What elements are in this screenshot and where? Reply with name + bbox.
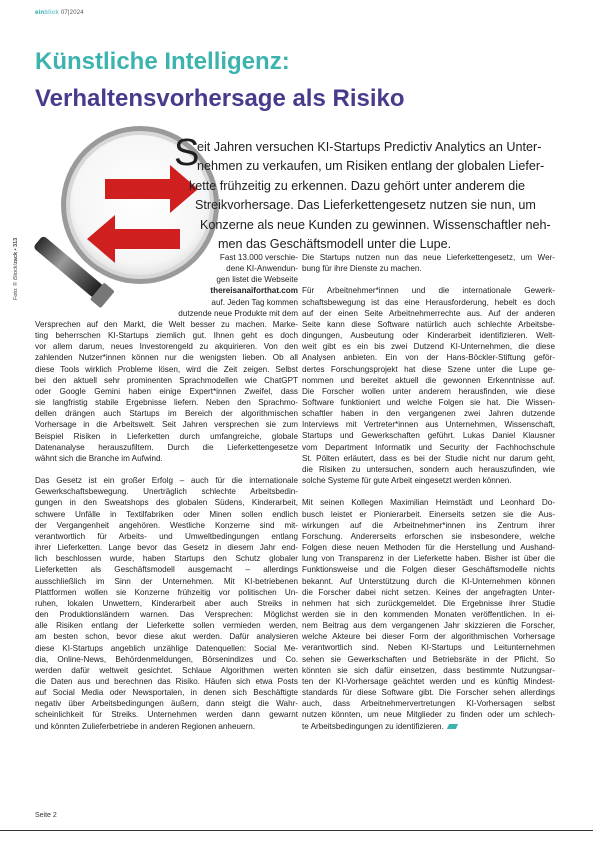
body-line: lung von Transparenz in der Lieferkette haben. Bisher ist über die [302,554,555,564]
body-line: Folgen diese neuen Methoden für die Herstellung und Aushand- [302,543,555,553]
body-line: ruhen, lokalen Unwettern, Kinderarbeit aber auch Streiks in [35,598,298,608]
intro-line: dene KI-Anwendun- [226,264,298,274]
lead-line: men das Geschäftsmodell unter die Lupe. [218,237,452,252]
body-line: diese KI-Startups angeblich unzählige Datenquellen: Social Me- [35,643,298,653]
body-line: Plattformen wollen sie Konzerne frühzeitig vor politischen Un- [35,587,298,597]
body-line: Seite kann diese Software natürlich auch schlechte Arbeitsbe- [302,319,555,329]
body-line: nehmen hat sich zurückgemeldet. Die Ergebnisse ihrer Studie [302,598,555,608]
body-line: die Risiken zu untersuchen, sondern auch herauszufinden, wie [302,464,555,474]
intro-line: Fast 13.000 verschie- [219,253,298,262]
body-line: St. Pölten erläutert, dass es bei der Studie nicht nur darum geht, [302,453,555,463]
body-line: nutzen könnten, um neue Mitglieder zu finden oder um schlech- [302,710,555,720]
body-line: ihrer Lieferketten. Lange bevor das Gesetz in diesem Jahr end- [35,543,298,553]
body-line: wirkungen auf die Arbeitnehmer*innen ins Zentrum ihrer [302,520,555,530]
body-line: Datenanalyse herauszufiltern. Durch die Lieferkettengesetze [35,442,298,452]
body-line: verantwortlich für Arbeits- und Umweltbedingungen entlang [35,531,298,541]
body-line: werden sie in den kommenden Monaten veröffentlichen. In ei- [302,609,555,619]
lead-line: nehmen zu verkaufen, um Risiken entlang der globalen Liefer- [197,159,545,174]
left-column-intro [198,252,298,308]
body-line: auch, dass Arbeitnehmervertretungen KI-Vorhersagen selbst [302,699,555,709]
body-line: sie langfristig stabile Ergebnisse liefern. Neben den Sprachmo- [35,398,298,408]
photo-credit: Foto: © iStock/zack • 313 [13,237,19,300]
body-line: zahlenden Nutzer*innen können nur die wenigsten lieben. Ob all [35,353,298,363]
body-line: nommen und bereitet aktuell die gewonnen Erkenntnisse auf. [302,375,555,385]
left-column-intro-end [168,308,298,319]
body-line: die Forscher dabei nicht setzen. Keines der angefragten Unter- [302,587,555,597]
body-line: der Vergangenheit angehören. Westliche Konzerne sind mit- [35,520,298,530]
body-line: standards für diese Software gibt. Die Forscher sehen allerdings [302,688,555,698]
intro-line: dutzende neue Produkte mit dem [178,308,298,318]
body-line: Forschung. Andererseits erforschen sie insbesondere, welche [302,531,555,541]
body-line: auf Social Media oder Newsportalen, in denen sich Beschäftigte [35,688,298,698]
body-line: Software funktioniert und welche Folgen sie hat. Die Wissen- [302,398,555,408]
body-line: te Arbeitsbedingungen zu identifizieren. [302,721,555,732]
body-line: scheinlichkeit für Streiks. Unternehmen werden dann gewarnt [35,710,298,720]
issue-label: 07|2024 [60,10,84,16]
body-line: Mit seinen Kollegen Maximilian Heimstädt und Leonhard Do- [302,498,555,508]
body-line: vom Department Informatik und Security der Fachhochschule [302,442,555,452]
body-line: alle Risiken entlang der Lieferkette sollen vermieden werden, [35,621,298,631]
lead-paragraph [175,138,563,254]
body-line: oder Google Gemini haben einige Expert*innen Zweifel, dass [35,386,298,396]
body-line: Für Arbeitnehmer*innen und die internationale Gewerk- [302,286,555,296]
body-line: den Produktionsländern warnen. Das Versprechen: Möglichst [35,610,298,620]
drop-cap: S [174,132,200,174]
body-line: Lieferketten als Geschäftsmodell ausgemacht – allerdings [35,565,298,575]
lead-line: Streikvorhersage. Das Lieferkettengesetz nutzen sie nun, um [195,198,536,213]
body-line: dellen drängen auch Startups im Bereich der algorithmischen [35,409,298,419]
body-line: sehen sie Gewerkschaften und Betriebsräte in der Pflicht. So [302,654,555,664]
intro-line: auf. Jeden Tag kommen [211,297,298,307]
body-line: Funktionsweise und die Folgen dieser Geschäftsmodelle nichts [302,565,555,575]
body-line: solche Systeme für gute Arbeit eingesetzt werden können. [302,476,512,486]
footer-rule [0,830,593,831]
lead-line: eit Jahren versuchen KI-Startups Predictiv Analytics an Unter- [197,140,542,154]
body-line: am besten schon, bevor diese akut werden. Dafür analysieren [35,632,298,642]
title-line-2: Verhaltensvorhersage als Risiko [35,85,405,112]
body-line: schaftler haben in den vergangenen zwei Jahren dutzende [302,409,555,419]
body-line: nem Beitrag aus dem vergangenen Jahr skizzieren die Forscher, [302,621,555,631]
body-line: diese Tools wirklich Probleme lösen, wird die Zeit zeigen. Selbst [35,364,298,374]
left-column [35,319,298,732]
body-line: Interviews mit Vertreter*innen aus Unternehmen, Wissenschaft, [302,420,555,430]
body-line: schwere Unfälle in Textilfabriken oder Minen sollen endlich [35,509,298,519]
right-column [302,252,555,732]
body-line: dertes Forschungsprojekt hat diese Szene unter die Lupe ge- [302,364,555,374]
body-line: ausschließlich im Sinn der Unternehmen. Mit KI-betriebenen [35,576,298,586]
body-line: ting beherrschen KI-Startups ziemlich gut. Ihnen geht es doch [35,331,298,341]
end-mark-icon [447,724,458,729]
body-line: Vorhersage in die Arbeitswelt. Seit Jahren versprechen sie zum [35,420,298,430]
body-line: dia, Online-News, Behördenmeldungen, Börsenindizes und Co. [35,654,298,664]
body-line: schaftsbewegung ist das eine Herausforderung, hebelt es doch [302,297,555,307]
body-line: und könnten Zulieferbetriebe in anderen Regionen anheuern. [35,721,255,731]
brand-prefix: ein [35,10,45,16]
body-line: wähnt sich die Branche im Aufwind. [35,453,163,463]
body-line: die Daten aus und berechnen das Risiko. Häufen sich etwa Posts [35,676,298,686]
title-line-1: Künstliche Intelligenz: [35,48,290,75]
paragraph-gap [35,464,298,475]
body-line: Startups und Gewerkschaften geführt. Lukas Daniel Klausner [302,431,555,441]
lead-line: kette frühzeitig zu erkennen. Dazu gehört unter anderem die [189,178,526,193]
body-line: negativ über Arbeitsbedingungen äußern, dann steigt die Wahr- [35,699,298,709]
body-line: verantwortlich sind. Neben KI-Startups und Leitunternehmen [302,643,555,653]
brand-suffix: blick [44,10,59,16]
intro-line: gen listet die Webseite [216,275,298,285]
body-line: Gewerkschaftsbewegung. Unerträglich schlechte Arbeitsbedin- [35,487,298,497]
body-line: Beispiel Risiken in Lieferketten durch umfangreiche, globale [35,431,298,441]
body-line: vor allem darum, neues Investorengeld zu akquirieren. Von den [35,342,298,352]
body-line: welche Akteure bei dieser Form der algorithmischen Vorhersage [302,632,555,642]
lead-line: Konzerne als neue Kunden zu gewinnen. Wissenschaftler neh- [200,217,551,232]
body-line: Die Startups nutzen nun das neue Lieferkettengesetz, um Wer- [302,253,555,262]
body-line: weit gibt es ein bis zwei Dutzend KI-Unternehmen, die diese [302,342,555,352]
body-line: auf der einen Seite Arbeitnehmerrechte aus. Auf der anderen [302,308,555,318]
intro-line: thereisanaiforthat.com [210,286,298,296]
body-line: könnten sie sich dafür einsetzen, dass bestimmte Nutzungsar- [302,665,555,675]
body-line: lich beschlossen wurde, haben Startups den Schutz globaler [35,554,298,564]
body-line: bung für ihre Dienste zu machen. [302,264,422,274]
body-line: dingungen, Ausbeutung oder Kinderarbeit identifizieren. Welt- [302,331,555,341]
body-line: busch leistet er Pionierarbeit. Einerseits setzen sie die Aus- [302,509,555,519]
page-number: Seite 2 [35,812,57,819]
body-line: ten der KI-Vorhersage geächtet werden und es künftig Mindest- [302,676,555,686]
paragraph-gap [302,486,555,497]
body-line: Versprechen auf den Markt, die Welt besser zu machen. Marke- [35,320,298,329]
paragraph-gap [302,274,555,285]
header [35,10,84,16]
body-line: Analysen anbieten. Ein von der Hans-Böckler-Stiftung geför- [302,353,555,363]
body-line: gungen in den Sweatshops des globalen Südens, Kinderarbeit, [35,498,298,508]
body-line: Die Forscher wollen unter anderem herausfinden, wie diese [302,386,555,396]
body-line: bei den aktuell sehr prominenten Sprachmodellen wie ChatGPT [35,375,298,385]
body-line: bekannt. Auf Unterstützung durch die KI-Unternehmen können [302,576,555,586]
body-line: Das Gesetz ist ein großer Erfolg – auch für die internationale [35,476,298,486]
body-line: werden dafür weltweit gesichtet. Schlaue Algorithmen werten [35,665,298,675]
